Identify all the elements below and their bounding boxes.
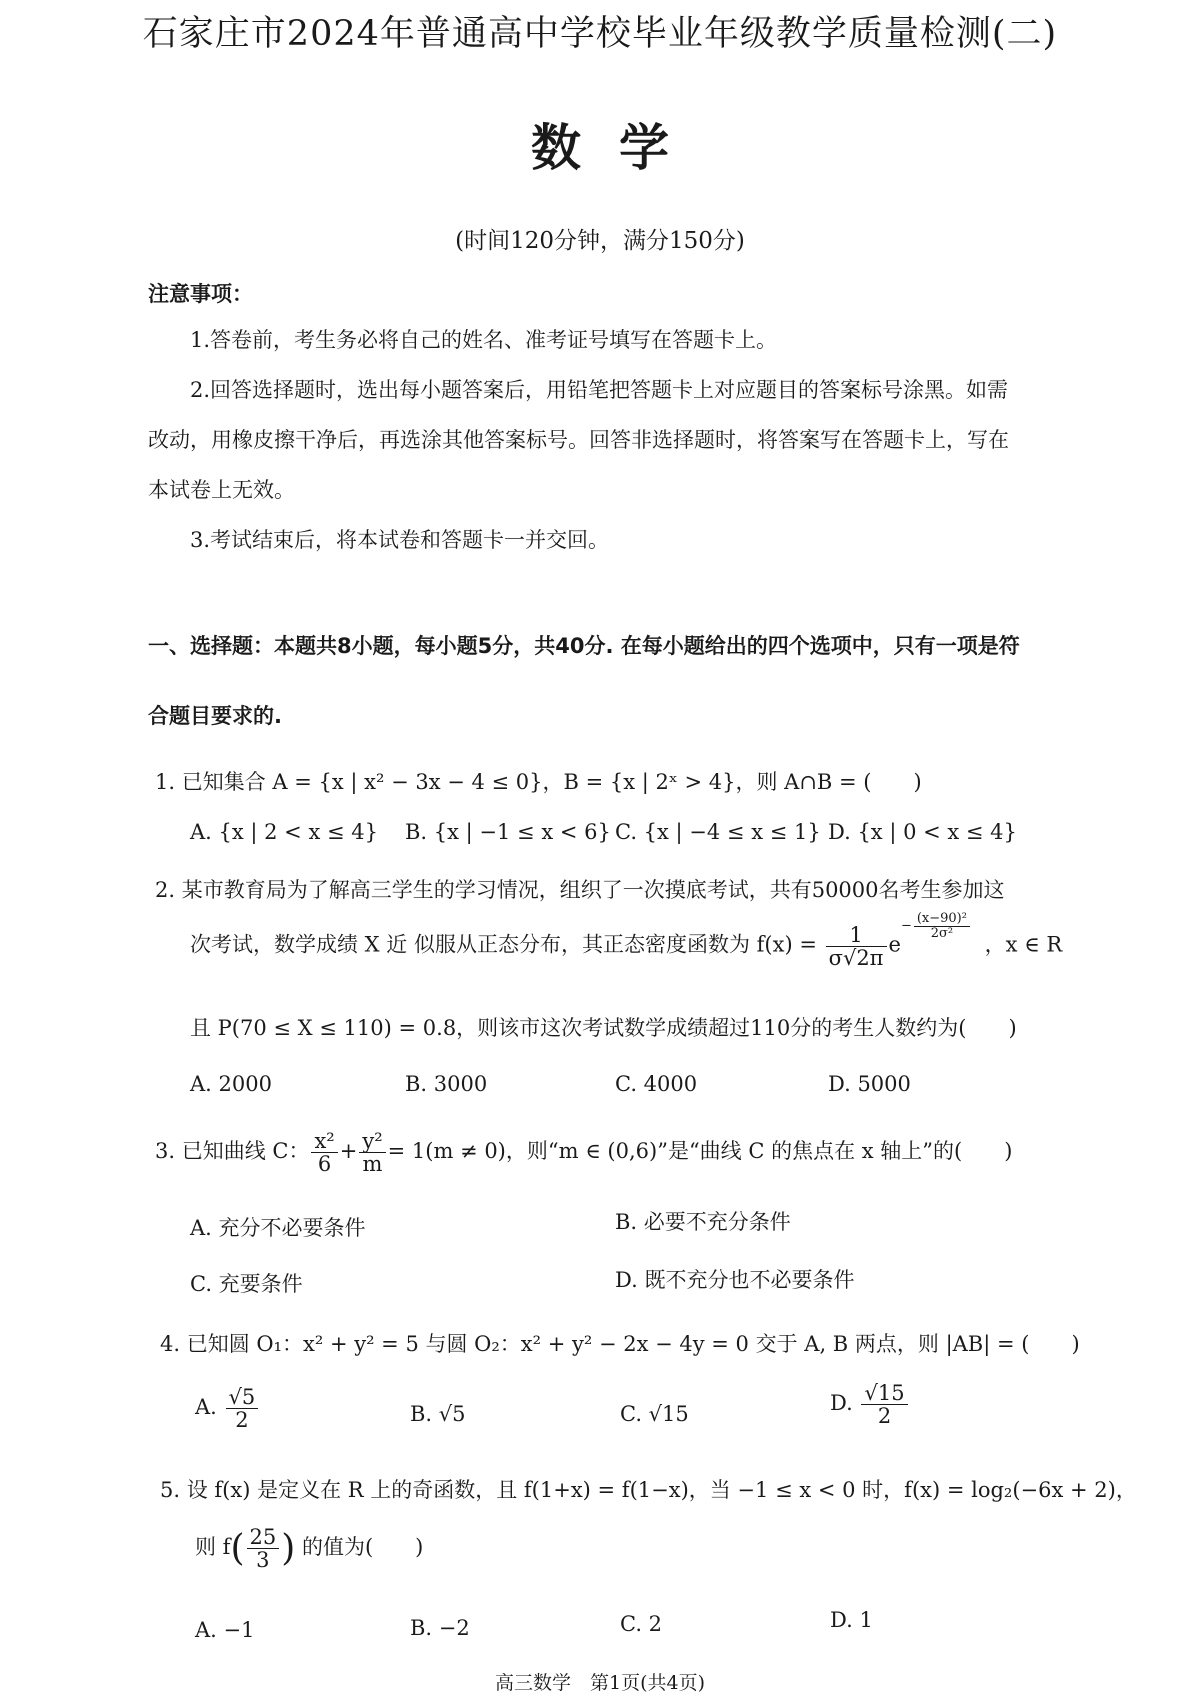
question-2-option-c: C. 4000 [615,1072,698,1096]
density-fraction-denominator: σ√2π [828,945,884,970]
curve-fraction-2 [359,1130,385,1175]
question-2-line-2-post: ，x ∈ R [984,932,1063,957]
question-2-line-3: 且 P(70 ≤ X ≤ 110) = 0.8，则该市这次考试数学成绩超过110分的考生人数约为( ) [190,1016,1017,1040]
question-4-option-c: C. √15 [620,1402,689,1426]
question-5-fraction-numerator: 25 [247,1526,280,1549]
plus-sign: + [339,1139,358,1164]
question-4-option-d-fraction [861,1382,907,1427]
question-4-option-a-denominator: 2 [235,1408,249,1433]
question-4-option-a-label: A. [195,1395,217,1420]
question-4-stem: 4. 已知圆 O₁：x² + y² = 5 与圆 O₂：x² + y² − 2x − 4y = 0 交于 A, B 两点，则 |AB| = ( ) [160,1332,1080,1356]
question-4-option-d-numerator: √15 [861,1382,907,1405]
curve-fraction-2-numerator: y² [359,1130,385,1153]
question-2-option-b: B. 3000 [405,1072,488,1096]
question-2-option-d: D. 5000 [828,1072,911,1096]
question-4-option-d-denominator: 2 [877,1404,892,1429]
question-3-option-d: D. 既不充分也不必要条件 [615,1268,855,1292]
question-1-option-a: A. {x | 2 < x ≤ 4} [190,820,378,844]
exponent: − $\frac{\text{(x−90)²}}{\text{2σ²}}$ [901,912,972,940]
exponent-denominator: 2σ² [930,925,954,941]
question-3-post: = 1(m ≠ 0)，则“m ∈ (0,6)”是“曲线 C 的焦点在 x 轴上”的( ) [387,1139,1013,1164]
question-3-pre: 3. 已知曲线 C： [155,1139,310,1164]
question-4-option-d-label: D. [830,1391,853,1416]
density-fraction-numerator: 1 [826,924,887,947]
question-5-line-2 [195,1526,423,1571]
page-footer: 高三数学 第1页(共4页) [494,1672,705,1694]
question-4-option-d [830,1382,910,1427]
question-5-option-b: B. −2 [410,1616,470,1640]
question-5-option-d: D. 1 [830,1608,873,1632]
notice-item-1: 1.答卷前，考生务必将自己的姓名、准考证号填写在答题卡上。 [190,328,778,352]
curve-fraction-1-numerator: x² [311,1130,337,1153]
question-5-line-2-post: 的值为( ) [301,1535,424,1560]
curve-fraction-1 [311,1130,337,1175]
time-info: (时间120分钟，满分150分) [455,228,745,254]
curve-fraction-2-denominator: m [362,1152,383,1177]
question-2-line-2-pre: 次考试，数学成绩 X 近 似服从正态分布，其正态密度函数为 f(x) = [190,932,817,957]
question-5-line-2-pre: 则 f [195,1535,231,1560]
question-1-option-b: B. {x | −1 ≤ x < 6} [405,820,611,844]
question-3-option-b: B. 必要不充分条件 [615,1210,791,1234]
exponent-numerator: (x−90)² [914,912,970,927]
notice-item-2-line-3: 本试卷上无效。 [148,478,295,502]
question-2-option-a: A. 2000 [190,1072,272,1096]
question-4-option-a-fraction [226,1386,259,1431]
left-paren: ( [230,1528,245,1570]
exam-title: 石家庄市2024年普通高中学校毕业年级教学质量检测(二) [142,14,1058,54]
question-5-option-c: C. 2 [620,1612,663,1636]
subject-title: 数学 [531,118,707,177]
question-3-option-a: A. 充分不必要条件 [190,1216,366,1240]
question-5-line-1: 5. 设 f(x) 是定义在 R 上的奇函数，且 f(1+x) = f(1−x)，当 −1 ≤ x < 0 时，f(x) = log₂(−6x + 2)， [160,1478,1137,1502]
notice-heading: 注意事项： [148,281,253,306]
curve-fraction-1-denominator: 6 [317,1152,332,1177]
notice-item-2-line-2: 改动，用橡皮擦干净后，再选涂其他答案标号。回答非选择题时，将答案写在答题卡上，写在 [148,428,1009,452]
section-1-heading-line-2: 合题目要求的. [148,704,282,728]
question-1-option-c: C. {x | −4 ≤ x ≤ 1} [615,820,821,844]
notice-item-2-line-1: 2.回答选择题时，选出每小题答案后，用铅笔把答题卡上对应题目的答案标号涂黑。如需 [190,378,1009,402]
question-4-option-a [195,1386,260,1431]
question-2-line-2 [190,912,1062,969]
question-2-line-1: 2. 某市教育局为了解高三学生的学习情况，组织了一次摸底考试，共有50000名考生参加这 [155,878,1005,902]
exp-base: e [888,932,901,957]
question-3-option-c: C. 充要条件 [190,1272,303,1296]
question-4-option-a-numerator: √5 [226,1386,259,1409]
question-1-stem: 1. 已知集合 A = {x | x² − 3x − 4 ≤ 0}，B = {x | 2ˣ > 4}，则 A∩B = ( ) [155,770,922,794]
question-3-stem [155,1130,1012,1175]
question-5-fraction-denominator: 3 [256,1548,270,1573]
section-1-heading-line-1: 一、选择题：本题共8小题，每小题5分，共40分. 在每小题给出的四个选项中，只有一项是符 [148,634,1020,658]
density-fraction [826,924,887,969]
right-paren: ) [281,1528,296,1570]
question-1-option-d: D. {x | 0 < x ≤ 4} [828,820,1017,844]
exponent-fraction [914,912,970,940]
question-5-option-a: A. −1 [195,1618,255,1642]
question-5-fraction [247,1526,280,1571]
notice-item-3: 3.考试结束后，将本试卷和答题卡一并交回。 [190,528,610,552]
question-4-option-b: B. √5 [410,1402,466,1426]
